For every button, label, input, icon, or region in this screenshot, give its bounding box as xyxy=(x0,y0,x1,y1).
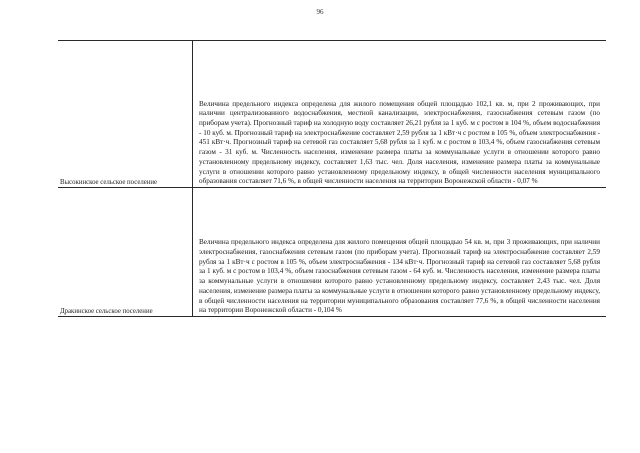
settlement-name: Дракинское сельское поселение xyxy=(60,308,153,315)
tariff-index-table xyxy=(58,40,606,317)
table-row xyxy=(58,41,606,187)
index-description-cell xyxy=(193,41,606,187)
settlement-name-cell xyxy=(58,188,193,316)
settlement-name: Высокинское сельское поселение xyxy=(60,179,158,186)
index-description: Величина предельного индекса определена для жилого помещения общей площадью 102,1 кв. м, при 2 проживающих, при наличии централизованного водоснабжения, местной канализации, электроснабжения, газоснабжения сетевым газом (по приборам учета). Прогнозный тариф на холодную воду составляет 26,21 рубля за 1 куб. м с ростом в 104 %, объем водоснабжения - 10 куб. м. Прогнозный тариф на электроснабжение составляет 2,59 рубля за 1 кВт·ч с ростом в 105 %, объем электроснабжения - 451 кВт·ч. Прогнозный тариф на сетевой газ составляет 5,68 рубля за 1 куб. м с ростом в 103,4 %, объем газоснабжения сетевым газом - 31 куб. м. Численность населения, изменение размера платы за коммунальные услуги в отношении которого равно установленному предельному индексу, составляет 1,63 тыс. чел. Доля населения, изменение размера платы за коммунальные услуги в отношении которого равно установленному предельному индексу, в общей численности населения муниципального образования составляет 71,6 %, в общей численности населения на территории Воронежской области - 0,07 % xyxy=(199,99,600,186)
index-description: Величина предельного индекса определена для жилого помещения общей площадью 54 кв. м, при 3 проживающих, при наличии электроснабжения, газоснабжения сетевым газом (по приборам учета). Прогнозный тариф на электроснабжение составляет 2,59 рубля за 1 кВт·ч с ростом в 105 %, объем электроснабжения - 134 кВт·ч. Прогнозный тариф на сетевой газ составляет 5,68 рубля за 1 куб. м с ростом в 103,4 %, объем газоснабжения сетевым газом - 64 куб. м. Численность населения, изменение размера платы за коммунальные услуги в отношении которого равно установленному предельному индексу, составляет 2,43 тыс. чел. Доля населения, изменение размера платы за коммунальные услуги в отношении которого равно установленному предельному индексу, в общей численности населения на территории муниципального образования составляет 77,6 %, в общей численности населения на территории Воронежской области - 0,104 % xyxy=(199,238,600,315)
index-description-cell xyxy=(193,188,606,316)
settlement-name-cell xyxy=(58,41,193,187)
page-number: 96 xyxy=(316,8,324,16)
table-row xyxy=(58,187,606,316)
